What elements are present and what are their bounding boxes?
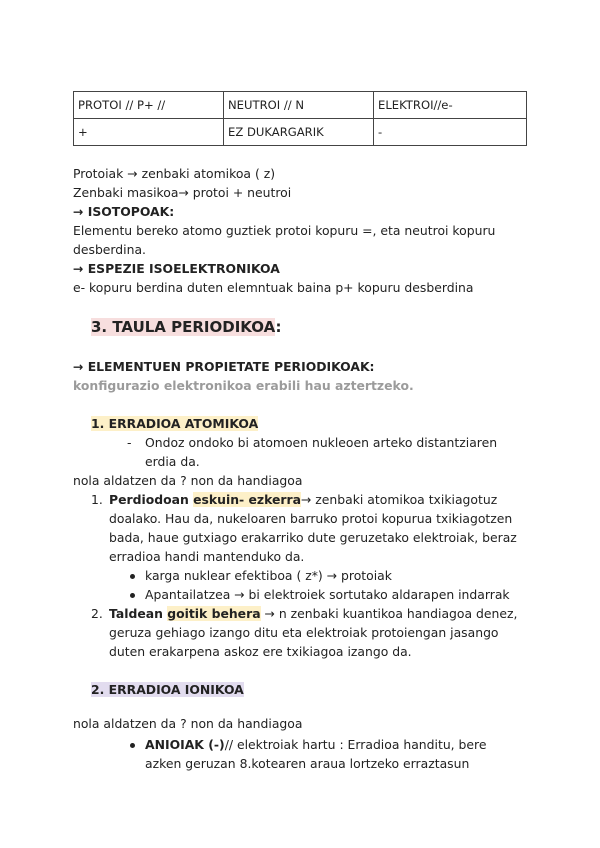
question-text: nola aldatzen da ? non da handiagoa (73, 716, 303, 731)
top-down-label: goitik behera (167, 606, 261, 621)
arrow-glyph: → (73, 204, 88, 219)
list-item (109, 604, 517, 623)
isotopes-text: desberdina. (73, 242, 147, 257)
atomic-radius-heading (91, 414, 258, 433)
particles-table (73, 91, 527, 146)
table-row (74, 119, 527, 146)
list-item-text: doalako. Hau da, nukeloaren barruko protoi kopurua txikiagotzen (109, 511, 513, 526)
isotopes-title: ISOTOPOAK: (87, 204, 175, 219)
atomic-radius-title: 1. ERRADIOA ATOMIKOA (91, 416, 259, 431)
isoelectronic-text: e- kopuru berdina duten elemntuak baina p+ kopuru desberdina (73, 280, 474, 295)
intro-line: Zenbaki masikoa→ protoi + neutroi (73, 185, 292, 200)
definition-text: Ondoz ondoko bi atomoen nukleoen arteko distantziaren (145, 435, 498, 450)
isoelectronic-heading (73, 259, 280, 278)
table-cell: ELEKTROI//e- (374, 92, 527, 119)
bullet-text: Apantailatzea → bi elektroiek sortutako aldarapen indarrak (145, 587, 510, 602)
bullet-icon (130, 566, 135, 585)
bullet-text: karga nuklear efektiboa ( z*) → protoiak (145, 568, 392, 583)
ionic-radius-heading (91, 680, 244, 699)
periodic-properties-heading: → ELEMENTUEN PROPIETATE PERIODIKOAK: (73, 359, 375, 374)
group-label: Taldean (109, 606, 168, 621)
table-row (74, 92, 527, 119)
anion-text: azken geruzan 8.kotearen araua lortzeko erraztasun (145, 756, 470, 771)
list-item-text: duten erakarpena askoz ere txikiagoa izango da. (109, 644, 412, 659)
isotopes-heading (73, 202, 174, 221)
table-cell: EZ DUKARGARIK (224, 119, 374, 146)
section-3-colon: : (275, 318, 282, 336)
anion-label: ANIOIAK (-) (145, 737, 225, 752)
bullet-icon (130, 585, 135, 604)
table-cell: PROTOI // P+ // (74, 92, 224, 119)
ionic-radius-title: 2. ERRADIOA IONIKOA (91, 682, 244, 697)
list-item (109, 490, 497, 509)
list-item-text: bada, haue gutxiago erakarriko dute geruzetako elektroiak, beraz (109, 530, 517, 545)
anion-text: // elektroiak hartu : Erradioa handitu, bere (224, 737, 487, 752)
table-cell: NEUTROI // N (224, 92, 374, 119)
list-item-text: → n zenbaki kuantikoa handiagoa denez, (260, 606, 518, 621)
anion-item (145, 735, 487, 754)
isotopes-text: Elementu bereko atomo guztiek protoi kopuru =, eta neutroi kopuru (73, 223, 496, 238)
periodic-properties-note: konfigurazio elektronikoa erabili hau aztertzeko. (73, 378, 414, 393)
list-number: 1. (91, 492, 103, 507)
bullet-icon (130, 735, 135, 754)
intro-line: Protoiak → zenbaki atomikoa ( z) (73, 166, 276, 181)
list-item-text: → zenbaki atomikoa txikiagotuz (300, 492, 498, 507)
list-item-text: erradioa handi mantenduko da. (109, 549, 305, 564)
list-item-text: geruza gehiago izango ditu eta elektroiak protoiengan jasango (109, 625, 499, 640)
period-label: Perdiodoan (109, 492, 194, 507)
arrow-glyph: → (73, 261, 88, 276)
right-left-label: eskuin- ezkerra (193, 492, 301, 507)
definition-text: erdia da. (145, 454, 200, 469)
question-text: nola aldatzen da ? non da handiagoa (73, 473, 303, 488)
isoelectronic-title: ESPEZIE ISOELEKTRONIKOA (87, 261, 280, 276)
table-cell: - (374, 119, 527, 146)
list-number: 2. (91, 606, 103, 621)
section-3-title: 3. TAULA PERIODIKOA (91, 318, 276, 336)
dash-marker: - (127, 435, 132, 450)
section-3-heading (91, 316, 281, 338)
table-cell: + (74, 119, 224, 146)
